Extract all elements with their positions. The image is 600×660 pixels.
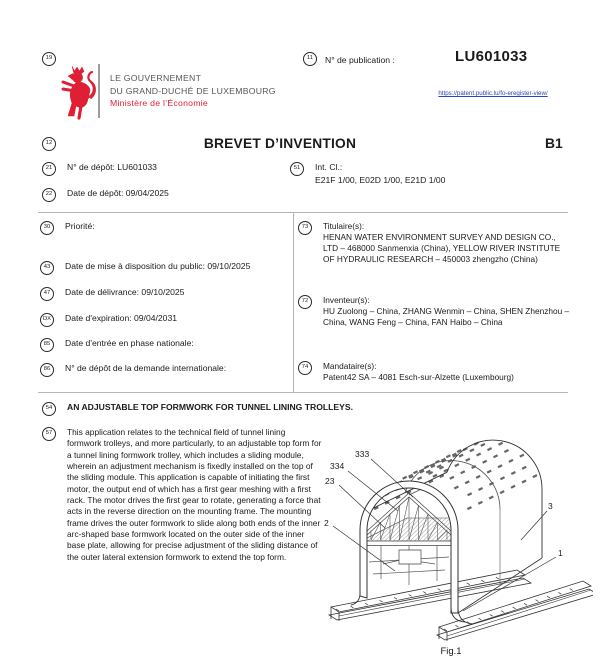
inid-code-30: 30 xyxy=(40,221,54,235)
table-column-divider xyxy=(293,212,294,392)
field-date-depot xyxy=(42,188,169,202)
field-expiration xyxy=(40,313,280,327)
field-priorite xyxy=(40,221,275,235)
field-expiration-text: Date d'expiration: 09/04/2031 xyxy=(65,313,178,323)
figure-1 xyxy=(303,423,593,660)
label-1: 1 xyxy=(558,548,563,558)
tunnel-trolley-drawing xyxy=(303,423,593,660)
publication-number: LU601033 xyxy=(455,48,528,65)
inventeur-label: Inventeur(s): xyxy=(323,295,370,305)
inid-code-72: 72 xyxy=(298,295,312,309)
label-333: 333 xyxy=(355,449,370,459)
inid-code-86: 86 xyxy=(40,363,54,377)
ministry-line: Ministère de l’Économie xyxy=(110,98,208,109)
field-mise-a-disposition xyxy=(40,261,280,275)
perforated-formwork-surface xyxy=(374,443,537,509)
gov-line-2: DU GRAND-DUCHÉ DE LUXEMBOURG xyxy=(110,85,276,96)
inid-code-12: 12 xyxy=(42,137,56,151)
field-delivrance xyxy=(40,287,280,301)
inid-code-21: 21 xyxy=(42,162,56,176)
inid-code-54: 54 xyxy=(42,402,56,416)
mandataire-value: Patent42 SA – 4081 Esch-sur-Alzette (Luxembourg) xyxy=(323,371,514,382)
inid-code-85: 85 xyxy=(40,338,54,352)
field-priorite-text: Priorité: xyxy=(65,221,95,231)
figure-caption: Fig.1 xyxy=(440,646,462,657)
eregister-link[interactable]: https://patent.public.lu/fo-eregister-view/ xyxy=(438,90,548,97)
field-abstract xyxy=(42,427,327,563)
mandataire-label: Mandataire(s): xyxy=(323,361,377,371)
field-mise-a-disposition-text: Date de mise à disposition du public: 09/10/2025 xyxy=(65,261,251,271)
titulaire-label: Titulaire(s): xyxy=(323,221,365,231)
field-demande-internationale-text: N° de dépôt de la demande internationale: xyxy=(65,363,227,373)
kind-code: B1 xyxy=(545,136,563,151)
int-cl-values: E21F 1/00, E02D 1/00, E21D 1/00 xyxy=(315,174,446,185)
label-3: 3 xyxy=(548,501,553,511)
inid-code-74: 74 xyxy=(298,361,312,375)
abstract-text: This application relates to the technical field of tunnel lining formwork trolleys, and more particularly, to an adjustable top form for a tunnel lining formwork trolley, which includes a sliding module, wherein an adjustment mechanism is fixedly installed on the top of the sliding module. This application is capable of initiating the first motor, the output end of which has a first gear meshing with a first rack. The motor drives the first gear to rotate, generating a force that acts in the reverse direction on the mounting frame. The mounting frame drives the outer formwork to slide along both ends of the inner arc-shaped base formwork located on the outer side of the inner base plate, allowing for precise adjustment of the sliding distance of the outer lateral extension formwork to extend the top form. xyxy=(67,427,322,562)
field-date-depot-text: Date de dépôt: 09/04/2025 xyxy=(67,188,169,198)
field-depot-text: N° de dépôt: LU601033 xyxy=(67,162,157,172)
field-phase-nationale-text: Date d'entrée en phase nationale: xyxy=(65,338,194,348)
document-title: BREVET D’INVENTION xyxy=(203,136,357,151)
field-phase-nationale xyxy=(40,338,280,352)
field-depot xyxy=(42,162,157,176)
inid-code-51: 51 xyxy=(290,162,304,176)
inid-code-dx: DX xyxy=(40,313,54,327)
luxembourg-lion-icon xyxy=(56,64,98,125)
inid-code-19: 19 xyxy=(42,52,56,66)
label-334: 334 xyxy=(330,461,345,471)
inid-code-73: 73 xyxy=(298,221,312,235)
field-invention-title xyxy=(42,402,562,416)
field-delivrance-text: Date de délivrance: 09/10/2025 xyxy=(65,287,185,297)
field-titulaire xyxy=(298,221,570,265)
field-mandataire xyxy=(298,361,570,383)
field-inventeur xyxy=(298,295,570,328)
inid-code-22: 22 xyxy=(42,188,56,202)
inid-code-43: 43 xyxy=(40,261,54,275)
inventeur-value: HU Zuolong – China, ZHANG Wenmin – China, SHEN Zhenzhou – China, WANG Feng – China, FAN Haibo – China xyxy=(323,305,570,327)
interior-structure xyxy=(361,447,535,585)
inid-code-57: 57 xyxy=(42,427,56,441)
table-bottom-border xyxy=(38,392,568,393)
logo-divider xyxy=(98,64,100,118)
table-top-border xyxy=(38,212,568,213)
inid-code-11: 11 xyxy=(303,52,317,66)
int-cl-label: Int. Cl.: xyxy=(315,162,343,172)
titulaire-value: HENAN WATER ENVIRONMENT SURVEY AND DESIGN CO., LTD – 468000 Sanmenxia (China), YELLOW RIVER INSTITUTE OF HYDRAULIC RESEARCH – 450003 zhengzho (China) xyxy=(323,231,561,264)
publication-label: N° de publication : xyxy=(325,55,395,65)
label-23: 23 xyxy=(325,476,335,486)
invention-title: AN ADJUSTABLE TOP FORMWORK FOR TUNNEL LINING TROLLEYS. xyxy=(67,402,353,412)
field-int-cl xyxy=(290,162,445,185)
bottom-rails xyxy=(329,570,593,641)
field-demande-internationale xyxy=(40,363,280,377)
label-2: 2 xyxy=(324,518,329,528)
gov-line-1: LE GOUVERNEMENT xyxy=(110,73,202,83)
government-wordmark xyxy=(110,72,276,110)
inid-code-47: 47 xyxy=(40,287,54,301)
